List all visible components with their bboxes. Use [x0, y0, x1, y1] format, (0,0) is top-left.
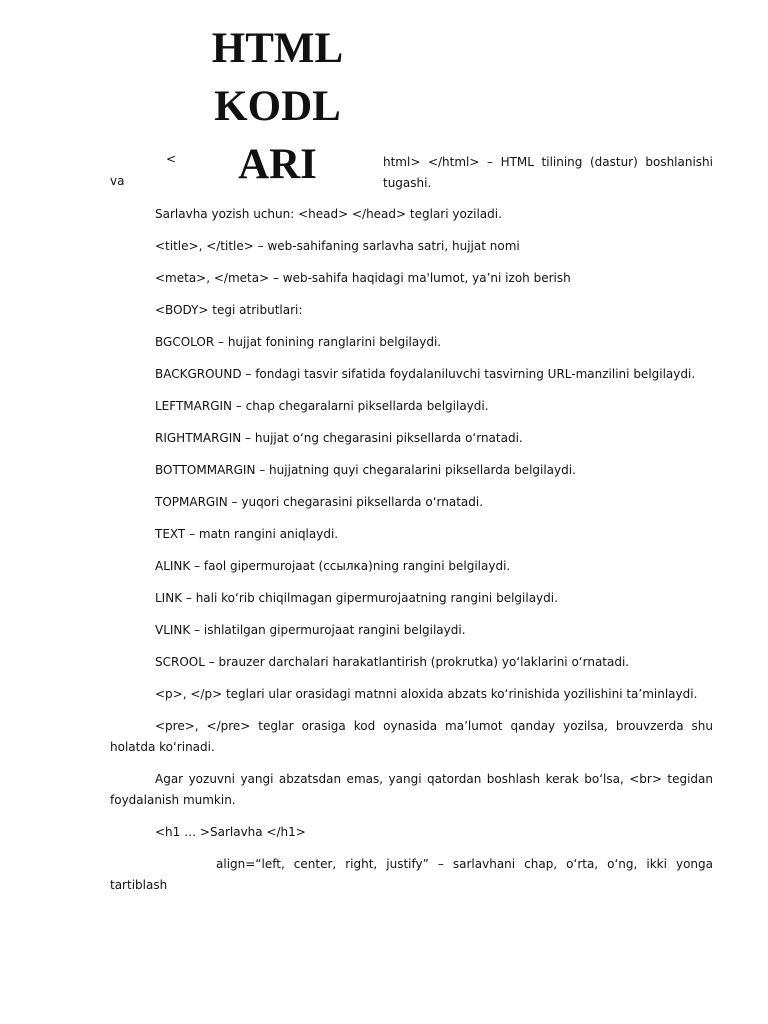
paragraph-rightmargin: RIGHTMARGIN – hujjat o‘ng chegarasini piksellarda o‘rnatadi. [155, 431, 523, 445]
paragraph-h1-tag: <h1 … >Sarlavha </h1> [155, 825, 306, 839]
paragraph-background: BACKGROUND – fondagi tasvir sifatida foydalaniluvchi tasvirning URL-manzilini belgilaydi. [155, 367, 696, 381]
paragraph-body-attributes: <BODY> tegi atributlari: [155, 303, 303, 317]
paragraph-pre-tag: <pre>, </pre> teglar orasiga kod oynasida ma’lumot qanday yozilsa, brouvzerda shu holatda ko‘rinadi. [110, 719, 713, 754]
paragraph-br-tag: Agar yozuvni yangi abzatsdan emas, yangi qatordan boshlash kerak bo‘lsa, <br> tegidan foydalanish mumkin. [110, 772, 713, 807]
paragraph-head-tag: Sarlavha yozish uchun: <head> </head> teglari yoziladi. [155, 207, 502, 221]
first-paragraph-suffix: va [110, 174, 125, 188]
first-paragraph-prefix: < [166, 152, 177, 166]
paragraph-link: LINK – hali ko‘rib chiqilmagan gipermurojaatning rangini belgilaydi. [155, 591, 558, 605]
document-title [200, 20, 355, 194]
paragraph-title-tag: <title>, </title> – web-sahifaning sarlavha satri, hujjat nomi [155, 239, 520, 253]
paragraph-topmargin: TOPMARGIN – yuqori chegarasini piksellarda o‘rnatadi. [155, 495, 484, 509]
title-line-1: HTML [211, 25, 344, 72]
paragraph-bgcolor: BGCOLOR – hujjat fonining ranglarini belgilaydi. [155, 335, 442, 349]
paragraph-text: TEXT – matn rangini aniqlaydi. [155, 527, 339, 541]
document-body [110, 204, 713, 907]
paragraph-align: align=“left, center, right, justify” – sarlavhani chap, o‘rta, o‘ng, ikki yonga tartiblash [110, 857, 713, 892]
paragraph-meta-tag: <meta>, </meta> – web-sahifa haqidagi ma'lumot, ya’ni izoh berish [155, 271, 571, 285]
paragraph-p-tag: <p>, </p> teglari ular orasidagi matnni aloxida abzats ko‘rinishida yozilishini ta’minlaydi. [155, 687, 698, 701]
title-line-2: KODL [214, 83, 341, 130]
paragraph-alink: ALINK – faol gipermurojaat (ссылка)ning rangini belgilaydi. [155, 559, 511, 573]
paragraph-bottommargin: BOTTOMMARGIN – hujjatning quyi chegaralarini piksellarda belgilaydi. [155, 463, 576, 477]
paragraph-leftmargin: LEFTMARGIN – chap chegaralarni piksellarda belgilaydi. [155, 399, 489, 413]
first-paragraph-text: html> </html> – HTML tilining (dastur) boshlanishi tugashi. [383, 155, 713, 190]
paragraph-scrool: SCROOL – brauzer darchalari harakatlantirish (prokrutka) yo‘laklarini o‘rnatadi. [155, 655, 630, 669]
title-line-3: ARI [238, 141, 317, 188]
paragraph-vlink: VLINK – ishlatilgan gipermurojaat rangini belgilaydi. [155, 623, 466, 637]
